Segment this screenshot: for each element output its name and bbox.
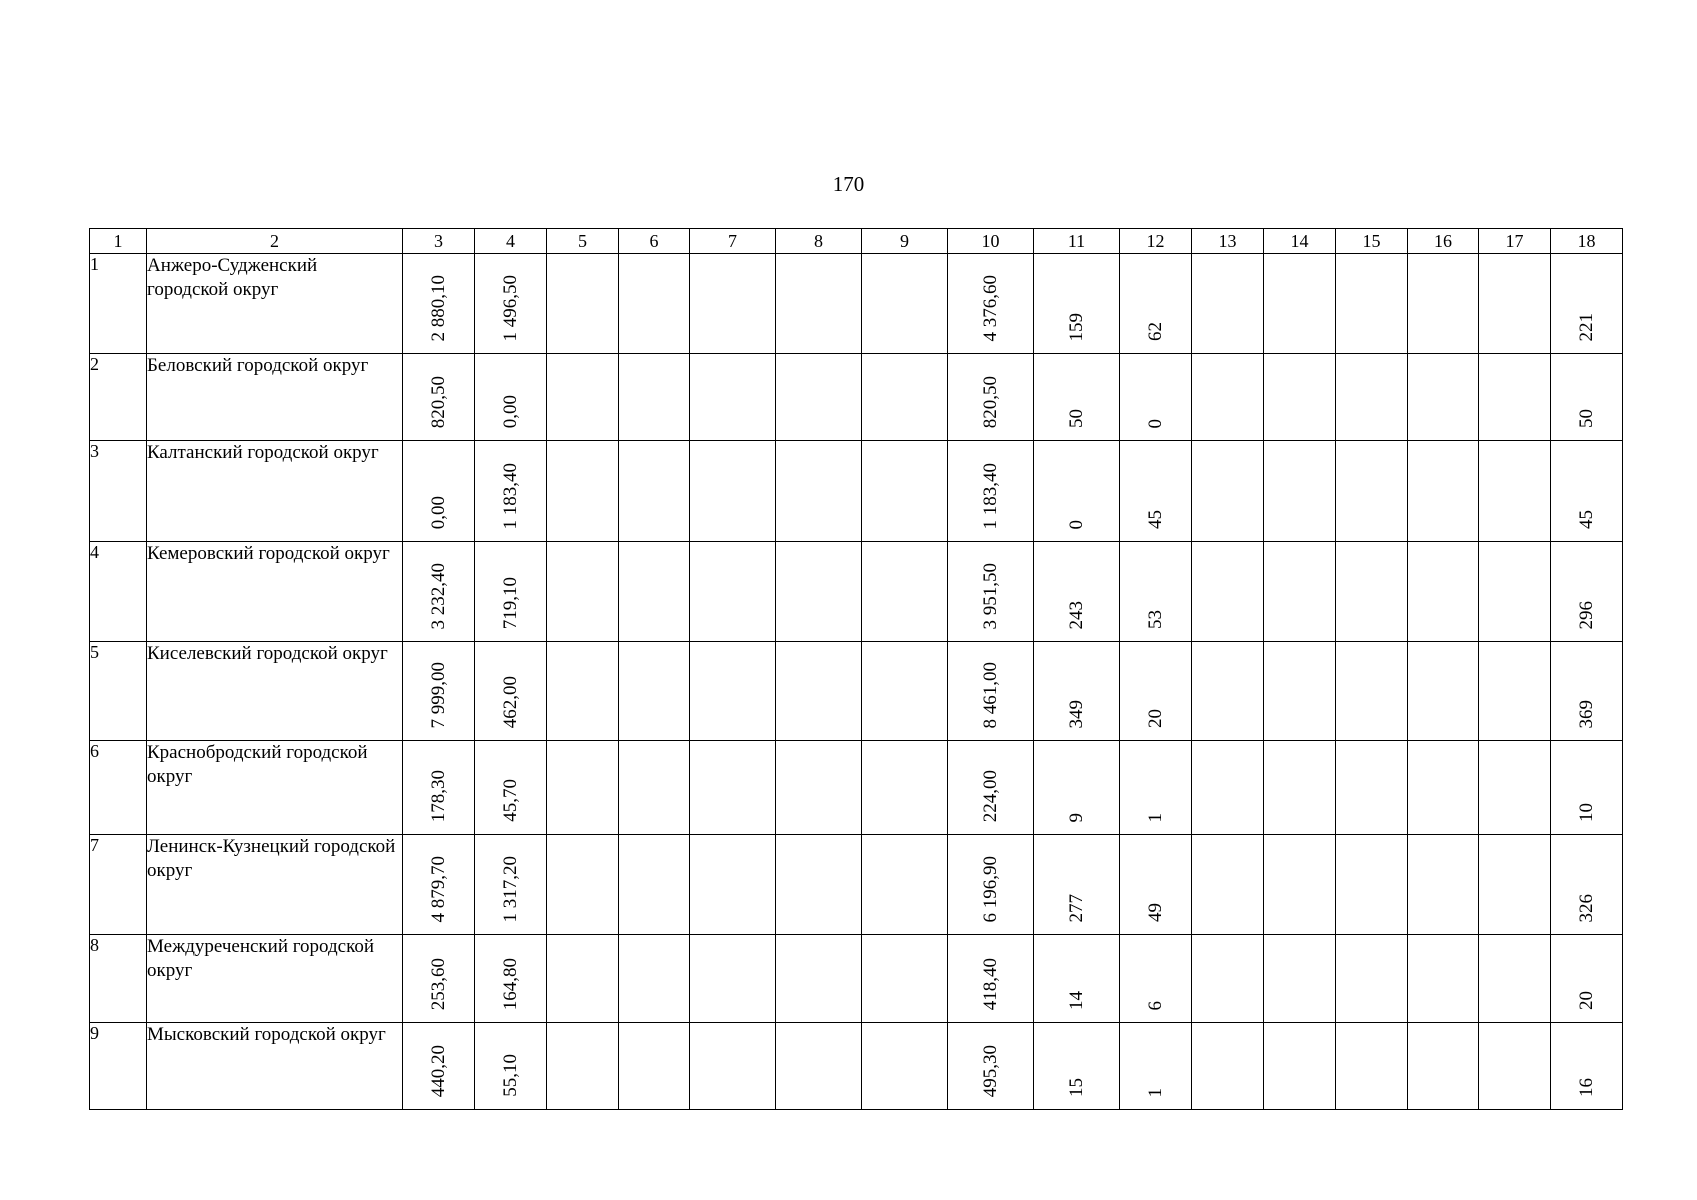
- empty-cell: [619, 254, 690, 354]
- empty-cell: [690, 835, 776, 935]
- value-text: 14: [1065, 991, 1087, 1010]
- empty-cell: [776, 1023, 862, 1110]
- row-number-cell: 5: [90, 642, 147, 741]
- empty-cell: [1336, 441, 1408, 542]
- value-text: 53: [1144, 610, 1166, 629]
- value-cell-col-3: [403, 254, 475, 354]
- empty-cell: [619, 741, 690, 835]
- value-cell-col-11: [1034, 354, 1120, 441]
- value-text: 296: [1575, 600, 1597, 629]
- district-name-cell: Мысковский городской округ: [147, 1023, 403, 1110]
- value-cell-col-10: [948, 741, 1034, 835]
- district-name-cell: Анжеро-Судженский городской округ: [147, 254, 403, 354]
- empty-cell: [1408, 835, 1479, 935]
- empty-cell: [1264, 935, 1336, 1023]
- value-text: 224,00: [979, 769, 1001, 822]
- value-text: 6: [1144, 1000, 1166, 1010]
- value-cell-col-11: [1034, 441, 1120, 542]
- column-header: 2: [147, 229, 403, 254]
- value-text: 178,30: [427, 769, 449, 822]
- column-header: 7: [690, 229, 776, 254]
- empty-cell: [690, 935, 776, 1023]
- column-header: 10: [948, 229, 1034, 254]
- empty-cell: [1192, 354, 1264, 441]
- value-cell-col-4: [475, 835, 547, 935]
- value-text: 1 183,40: [499, 462, 521, 529]
- value-cell-col-12: [1120, 642, 1192, 741]
- empty-cell: [619, 354, 690, 441]
- data-table: [89, 228, 1623, 1110]
- empty-cell: [1336, 254, 1408, 354]
- row-number-cell: 6: [90, 741, 147, 835]
- empty-cell: [1192, 254, 1264, 354]
- empty-cell: [1408, 354, 1479, 441]
- value-text: 6 196,90: [979, 855, 1001, 922]
- value-cell-col-10: [948, 835, 1034, 935]
- value-cell-col-12: [1120, 741, 1192, 835]
- empty-cell: [1479, 835, 1551, 935]
- value-text: 369: [1575, 699, 1597, 728]
- value-cell-col-18: [1551, 642, 1623, 741]
- empty-cell: [547, 542, 619, 642]
- empty-cell: [1479, 441, 1551, 542]
- column-header: 13: [1192, 229, 1264, 254]
- value-cell-col-10: [948, 642, 1034, 741]
- value-cell-col-11: [1034, 1023, 1120, 1110]
- value-text: 0,00: [499, 394, 521, 428]
- value-cell-col-12: [1120, 354, 1192, 441]
- value-text: 3 232,40: [427, 562, 449, 629]
- value-text: 50: [1575, 409, 1597, 428]
- value-text: 440,20: [427, 1044, 449, 1097]
- value-text: 8 461,00: [979, 661, 1001, 728]
- empty-cell: [547, 642, 619, 741]
- column-header: 9: [862, 229, 948, 254]
- district-name-cell: Кемеровский городской округ: [147, 542, 403, 642]
- empty-cell: [1336, 935, 1408, 1023]
- value-text: 1 496,50: [499, 274, 521, 341]
- value-cell-col-18: [1551, 441, 1623, 542]
- district-name-cell: Беловский городской округ: [147, 354, 403, 441]
- value-text: 2 880,10: [427, 274, 449, 341]
- value-cell-col-3: [403, 1023, 475, 1110]
- empty-cell: [619, 835, 690, 935]
- value-cell-col-10: [948, 935, 1034, 1023]
- value-text: 62: [1144, 322, 1166, 341]
- empty-cell: [862, 935, 948, 1023]
- value-cell-col-18: [1551, 835, 1623, 935]
- empty-cell: [1408, 441, 1479, 542]
- empty-cell: [619, 1023, 690, 1110]
- value-cell-col-11: [1034, 642, 1120, 741]
- value-text: 7 999,00: [427, 661, 449, 728]
- empty-cell: [547, 935, 619, 1023]
- value-cell-col-18: [1551, 254, 1623, 354]
- empty-cell: [690, 254, 776, 354]
- empty-cell: [1479, 1023, 1551, 1110]
- empty-cell: [1479, 254, 1551, 354]
- value-cell-col-3: [403, 935, 475, 1023]
- value-text: 495,30: [979, 1044, 1001, 1097]
- row-number-cell: 4: [90, 542, 147, 642]
- empty-cell: [1408, 642, 1479, 741]
- empty-cell: [1192, 441, 1264, 542]
- empty-cell: [1408, 542, 1479, 642]
- row-number-cell: 8: [90, 935, 147, 1023]
- empty-cell: [862, 1023, 948, 1110]
- table-row: [90, 542, 1623, 642]
- empty-cell: [690, 354, 776, 441]
- value-text: 4 376,60: [979, 274, 1001, 341]
- value-text: 1: [1144, 1087, 1166, 1097]
- column-header: 4: [475, 229, 547, 254]
- empty-cell: [1408, 935, 1479, 1023]
- value-cell-col-4: [475, 1023, 547, 1110]
- value-cell-col-3: [403, 835, 475, 935]
- empty-cell: [1192, 935, 1264, 1023]
- value-text: 349: [1065, 699, 1087, 728]
- value-cell-col-10: [948, 441, 1034, 542]
- table-row: [90, 935, 1623, 1023]
- empty-cell: [1264, 741, 1336, 835]
- value-text: 418,40: [979, 957, 1001, 1010]
- table-row: [90, 835, 1623, 935]
- table-row: [90, 1023, 1623, 1110]
- empty-cell: [862, 254, 948, 354]
- value-cell-col-3: [403, 441, 475, 542]
- value-cell-col-18: [1551, 354, 1623, 441]
- column-header: 16: [1408, 229, 1479, 254]
- empty-cell: [547, 1023, 619, 1110]
- column-header: 5: [547, 229, 619, 254]
- value-text: 820,50: [979, 375, 1001, 428]
- empty-cell: [1264, 441, 1336, 542]
- empty-cell: [776, 254, 862, 354]
- empty-cell: [862, 354, 948, 441]
- value-text: 45,70: [499, 779, 521, 822]
- value-text: 1 183,40: [979, 462, 1001, 529]
- empty-cell: [1479, 935, 1551, 1023]
- empty-cell: [776, 741, 862, 835]
- empty-cell: [690, 741, 776, 835]
- value-text: 719,10: [499, 576, 521, 629]
- value-text: 159: [1065, 312, 1087, 341]
- value-cell-col-12: [1120, 542, 1192, 642]
- value-text: 9: [1065, 812, 1087, 822]
- empty-cell: [1479, 741, 1551, 835]
- district-name-cell: Калтанский городской округ: [147, 441, 403, 542]
- empty-cell: [1264, 642, 1336, 741]
- value-cell-col-11: [1034, 542, 1120, 642]
- value-text: 326: [1575, 893, 1597, 922]
- header-row: [90, 229, 1623, 254]
- empty-cell: [776, 354, 862, 441]
- empty-cell: [1192, 835, 1264, 935]
- value-cell-col-4: [475, 542, 547, 642]
- value-text: 4 879,70: [427, 855, 449, 922]
- value-text: 50: [1065, 409, 1087, 428]
- district-name-cell: Междуреченский городской округ: [147, 935, 403, 1023]
- column-header: 12: [1120, 229, 1192, 254]
- column-header: 17: [1479, 229, 1551, 254]
- table-row: [90, 354, 1623, 441]
- empty-cell: [1336, 835, 1408, 935]
- value-cell-col-18: [1551, 1023, 1623, 1110]
- empty-cell: [619, 642, 690, 741]
- empty-cell: [547, 441, 619, 542]
- table-row: [90, 741, 1623, 835]
- district-name-cell: Краснобродский городской округ: [147, 741, 403, 835]
- empty-cell: [776, 835, 862, 935]
- value-cell-col-10: [948, 1023, 1034, 1110]
- value-cell-col-11: [1034, 835, 1120, 935]
- column-header: 3: [403, 229, 475, 254]
- empty-cell: [1192, 542, 1264, 642]
- value-cell-col-18: [1551, 935, 1623, 1023]
- value-cell-col-18: [1551, 741, 1623, 835]
- value-cell-col-3: [403, 542, 475, 642]
- value-text: 49: [1144, 903, 1166, 922]
- empty-cell: [862, 835, 948, 935]
- district-name-cell: Ленинск-Кузнецкий городской округ: [147, 835, 403, 935]
- value-cell-col-4: [475, 642, 547, 741]
- empty-cell: [776, 642, 862, 741]
- empty-cell: [1479, 542, 1551, 642]
- value-text: 45: [1144, 510, 1166, 529]
- value-text: 45: [1575, 510, 1597, 529]
- empty-cell: [690, 1023, 776, 1110]
- value-text: 164,80: [499, 957, 521, 1010]
- empty-cell: [1192, 741, 1264, 835]
- value-text: 55,10: [499, 1054, 521, 1097]
- empty-cell: [1479, 354, 1551, 441]
- empty-cell: [1336, 741, 1408, 835]
- value-text: 1 317,20: [499, 855, 521, 922]
- column-header: 11: [1034, 229, 1120, 254]
- empty-cell: [1192, 642, 1264, 741]
- value-text: 20: [1575, 991, 1597, 1010]
- column-header: 18: [1551, 229, 1623, 254]
- value-cell-col-11: [1034, 254, 1120, 354]
- empty-cell: [776, 935, 862, 1023]
- empty-cell: [1336, 1023, 1408, 1110]
- empty-cell: [619, 542, 690, 642]
- column-header: 8: [776, 229, 862, 254]
- value-cell-col-10: [948, 354, 1034, 441]
- empty-cell: [1264, 354, 1336, 441]
- empty-cell: [862, 642, 948, 741]
- table-body: [90, 254, 1623, 1110]
- value-text: 243: [1065, 600, 1087, 629]
- value-text: 0: [1065, 519, 1087, 529]
- empty-cell: [547, 354, 619, 441]
- value-cell-col-4: [475, 354, 547, 441]
- value-cell-col-4: [475, 441, 547, 542]
- district-name-cell: Киселевский городской округ: [147, 642, 403, 741]
- row-number-cell: 9: [90, 1023, 147, 1110]
- row-number-cell: 2: [90, 354, 147, 441]
- row-number-cell: 3: [90, 441, 147, 542]
- empty-cell: [619, 441, 690, 542]
- empty-cell: [776, 441, 862, 542]
- empty-cell: [1192, 1023, 1264, 1110]
- empty-cell: [547, 254, 619, 354]
- table-row: [90, 642, 1623, 741]
- empty-cell: [1336, 354, 1408, 441]
- empty-cell: [1336, 542, 1408, 642]
- empty-cell: [1336, 642, 1408, 741]
- value-text: 20: [1144, 709, 1166, 728]
- column-header: 6: [619, 229, 690, 254]
- value-cell-col-4: [475, 254, 547, 354]
- value-cell-col-18: [1551, 542, 1623, 642]
- empty-cell: [1264, 254, 1336, 354]
- value-text: 10: [1575, 803, 1597, 822]
- empty-cell: [1408, 254, 1479, 354]
- value-cell-col-11: [1034, 741, 1120, 835]
- empty-cell: [862, 441, 948, 542]
- empty-cell: [690, 441, 776, 542]
- value-cell-col-12: [1120, 835, 1192, 935]
- value-cell-col-12: [1120, 441, 1192, 542]
- empty-cell: [862, 542, 948, 642]
- column-header: 15: [1336, 229, 1408, 254]
- value-text: 0: [1144, 418, 1166, 428]
- page-number: 170: [832, 172, 865, 196]
- value-text: 253,60: [427, 957, 449, 1010]
- value-cell-col-10: [948, 542, 1034, 642]
- empty-cell: [690, 542, 776, 642]
- value-text: 820,50: [427, 375, 449, 428]
- empty-cell: [776, 542, 862, 642]
- value-text: 0,00: [427, 495, 449, 529]
- value-cell-col-10: [948, 254, 1034, 354]
- row-number-cell: 1: [90, 254, 147, 354]
- column-header: 1: [90, 229, 147, 254]
- value-text: 221: [1575, 312, 1597, 341]
- value-cell-col-12: [1120, 935, 1192, 1023]
- value-cell-col-3: [403, 741, 475, 835]
- value-text: 15: [1065, 1078, 1087, 1097]
- empty-cell: [619, 935, 690, 1023]
- value-text: 462,00: [499, 675, 521, 728]
- empty-cell: [1264, 542, 1336, 642]
- value-text: 277: [1065, 893, 1087, 922]
- column-header: 14: [1264, 229, 1336, 254]
- value-cell-col-4: [475, 935, 547, 1023]
- value-cell-col-3: [403, 354, 475, 441]
- value-text: 16: [1575, 1078, 1597, 1097]
- empty-cell: [1479, 642, 1551, 741]
- empty-cell: [1264, 835, 1336, 935]
- row-number-cell: 7: [90, 835, 147, 935]
- value-cell-col-12: [1120, 254, 1192, 354]
- table-row: [90, 441, 1623, 542]
- value-cell-col-11: [1034, 935, 1120, 1023]
- value-cell-col-3: [403, 642, 475, 741]
- value-cell-col-12: [1120, 1023, 1192, 1110]
- empty-cell: [547, 741, 619, 835]
- value-text: 3 951,50: [979, 562, 1001, 629]
- value-cell-col-4: [475, 741, 547, 835]
- empty-cell: [862, 741, 948, 835]
- table-row: [90, 254, 1623, 354]
- empty-cell: [547, 835, 619, 935]
- empty-cell: [690, 642, 776, 741]
- empty-cell: [1264, 1023, 1336, 1110]
- empty-cell: [1408, 1023, 1479, 1110]
- value-text: 1: [1144, 812, 1166, 822]
- empty-cell: [1408, 741, 1479, 835]
